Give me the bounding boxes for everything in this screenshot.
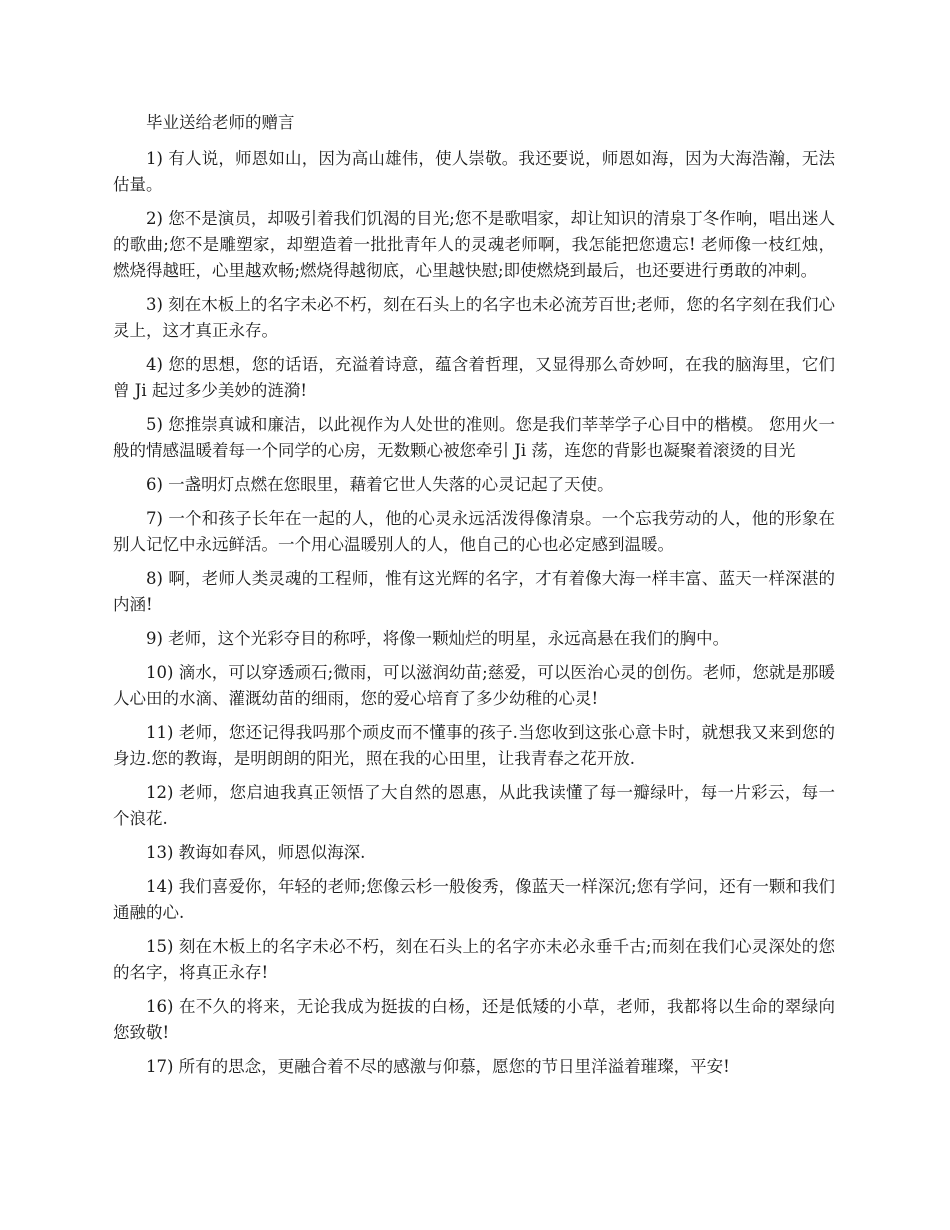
paragraph-16: 16) 在不久的将来，无论我成为挺拔的白杨，还是低矮的小草，老师，我都将以生命的翠绿向您致敬! xyxy=(113,997,835,1042)
paragraph-6: 6) 一盏明灯点燃在您眼里，藉着它世人失落的心灵记起了天使。 xyxy=(146,475,614,494)
paragraph-4: 4) 您的思想，您的话语，充溢着诗意，蕴含着哲理，又显得那么奇妙呵，在我的脑海里，它们曾 Ji 起过多少美妙的涟漪! xyxy=(113,355,835,400)
paragraph-13: 13) 教诲如春风，师恩似海深. xyxy=(146,843,366,862)
paragraph-17: 17) 所有的思念，更融合着不尽的感激与仰慕，愿您的节日里洋溢着璀璨，平安! xyxy=(146,1057,730,1076)
document-body xyxy=(113,110,835,1088)
paragraph-12: 12) 老师，您启迪我真正领悟了大自然的恩惠，从此我读懂了每一瓣绿叶，每一片彩云，每一个浪花. xyxy=(113,783,835,828)
paragraph-9: 9) 老师，这个光彩夺目的称呼，将像一颗灿烂的明星，永远高悬在我们的胸中。 xyxy=(146,629,730,648)
paragraph-15: 15) 刻在木板上的名字未必不朽，刻在石头上的名字亦未必永垂千古;而刻在我们心灵深处的您的名字，将真正永存! xyxy=(113,937,835,982)
paragraph-10: 10) 滴水，可以穿透顽石;微雨，可以滋润幼苗;慈爱，可以医治心灵的创伤。老师，您就是那暖人心田的水滴、灌溉幼苗的细雨，您的爱心培育了多少幼稚的心灵! xyxy=(113,663,835,708)
paragraph-1: 1) 有人说，师恩如山，因为高山雄伟，使人崇敬。我还要说，师恩如海，因为大海浩瀚，无法估量。 xyxy=(113,149,835,194)
paragraph-8: 8) 啊，老师人类灵魂的工程师，惟有这光辉的名字，才有着像大海一样丰富、蓝天一样深湛的内涵! xyxy=(113,569,835,614)
document-title: 毕业送给老师的赠言 xyxy=(146,113,295,132)
paragraph-7: 7) 一个和孩子长年在一起的人，他的心灵永远活泼得像清泉。一个忘我劳动的人，他的形象在别人记忆中永远鲜活。一个用心温暖别人的人，他自己的心也必定感到温暖。 xyxy=(113,509,835,554)
paragraph-2: 2) 您不是演员，却吸引着我们饥渴的目光;您不是歌唱家，却让知识的清泉丁冬作响，唱出迷人的歌曲;您不是雕塑家，却塑造着一批批青年人的灵魂老师啊，我怎能把您遗忘! 老师像一枝红烛，燃烧得越旺，心里越欢畅;燃烧得越彻底，心里越快慰;即使燃烧到最后，也还要进行勇敢的冲刺。 xyxy=(113,209,835,280)
paragraph-5: 5) 您推崇真诚和廉洁，以此视作为人处世的准则。您是我们莘莘学子心目中的楷模。 您用火一般的情感温暖着每一个同学的心房，无数颗心被您牵引 Ji 荡，连您的背影也凝聚着滚烫的目光 xyxy=(113,415,835,460)
paragraph-14: 14) 我们喜爱你，年轻的老师;您像云杉一般俊秀，像蓝天一样深沉;您有学问，还有一颗和我们通融的心. xyxy=(113,877,835,922)
paragraph-11: 11) 老师，您还记得我吗那个顽皮而不懂事的孩子.当您收到这张心意卡时，就想我又来到您的身边.您的教诲，是明朗朗的阳光，照在我的心田里，让我青春之花开放. xyxy=(113,723,835,768)
paragraph-3: 3) 刻在木板上的名字未必不朽，刻在石头上的名字也未必流芳百世;老师，您的名字刻在我们心灵上，这才真正永存。 xyxy=(113,295,835,340)
